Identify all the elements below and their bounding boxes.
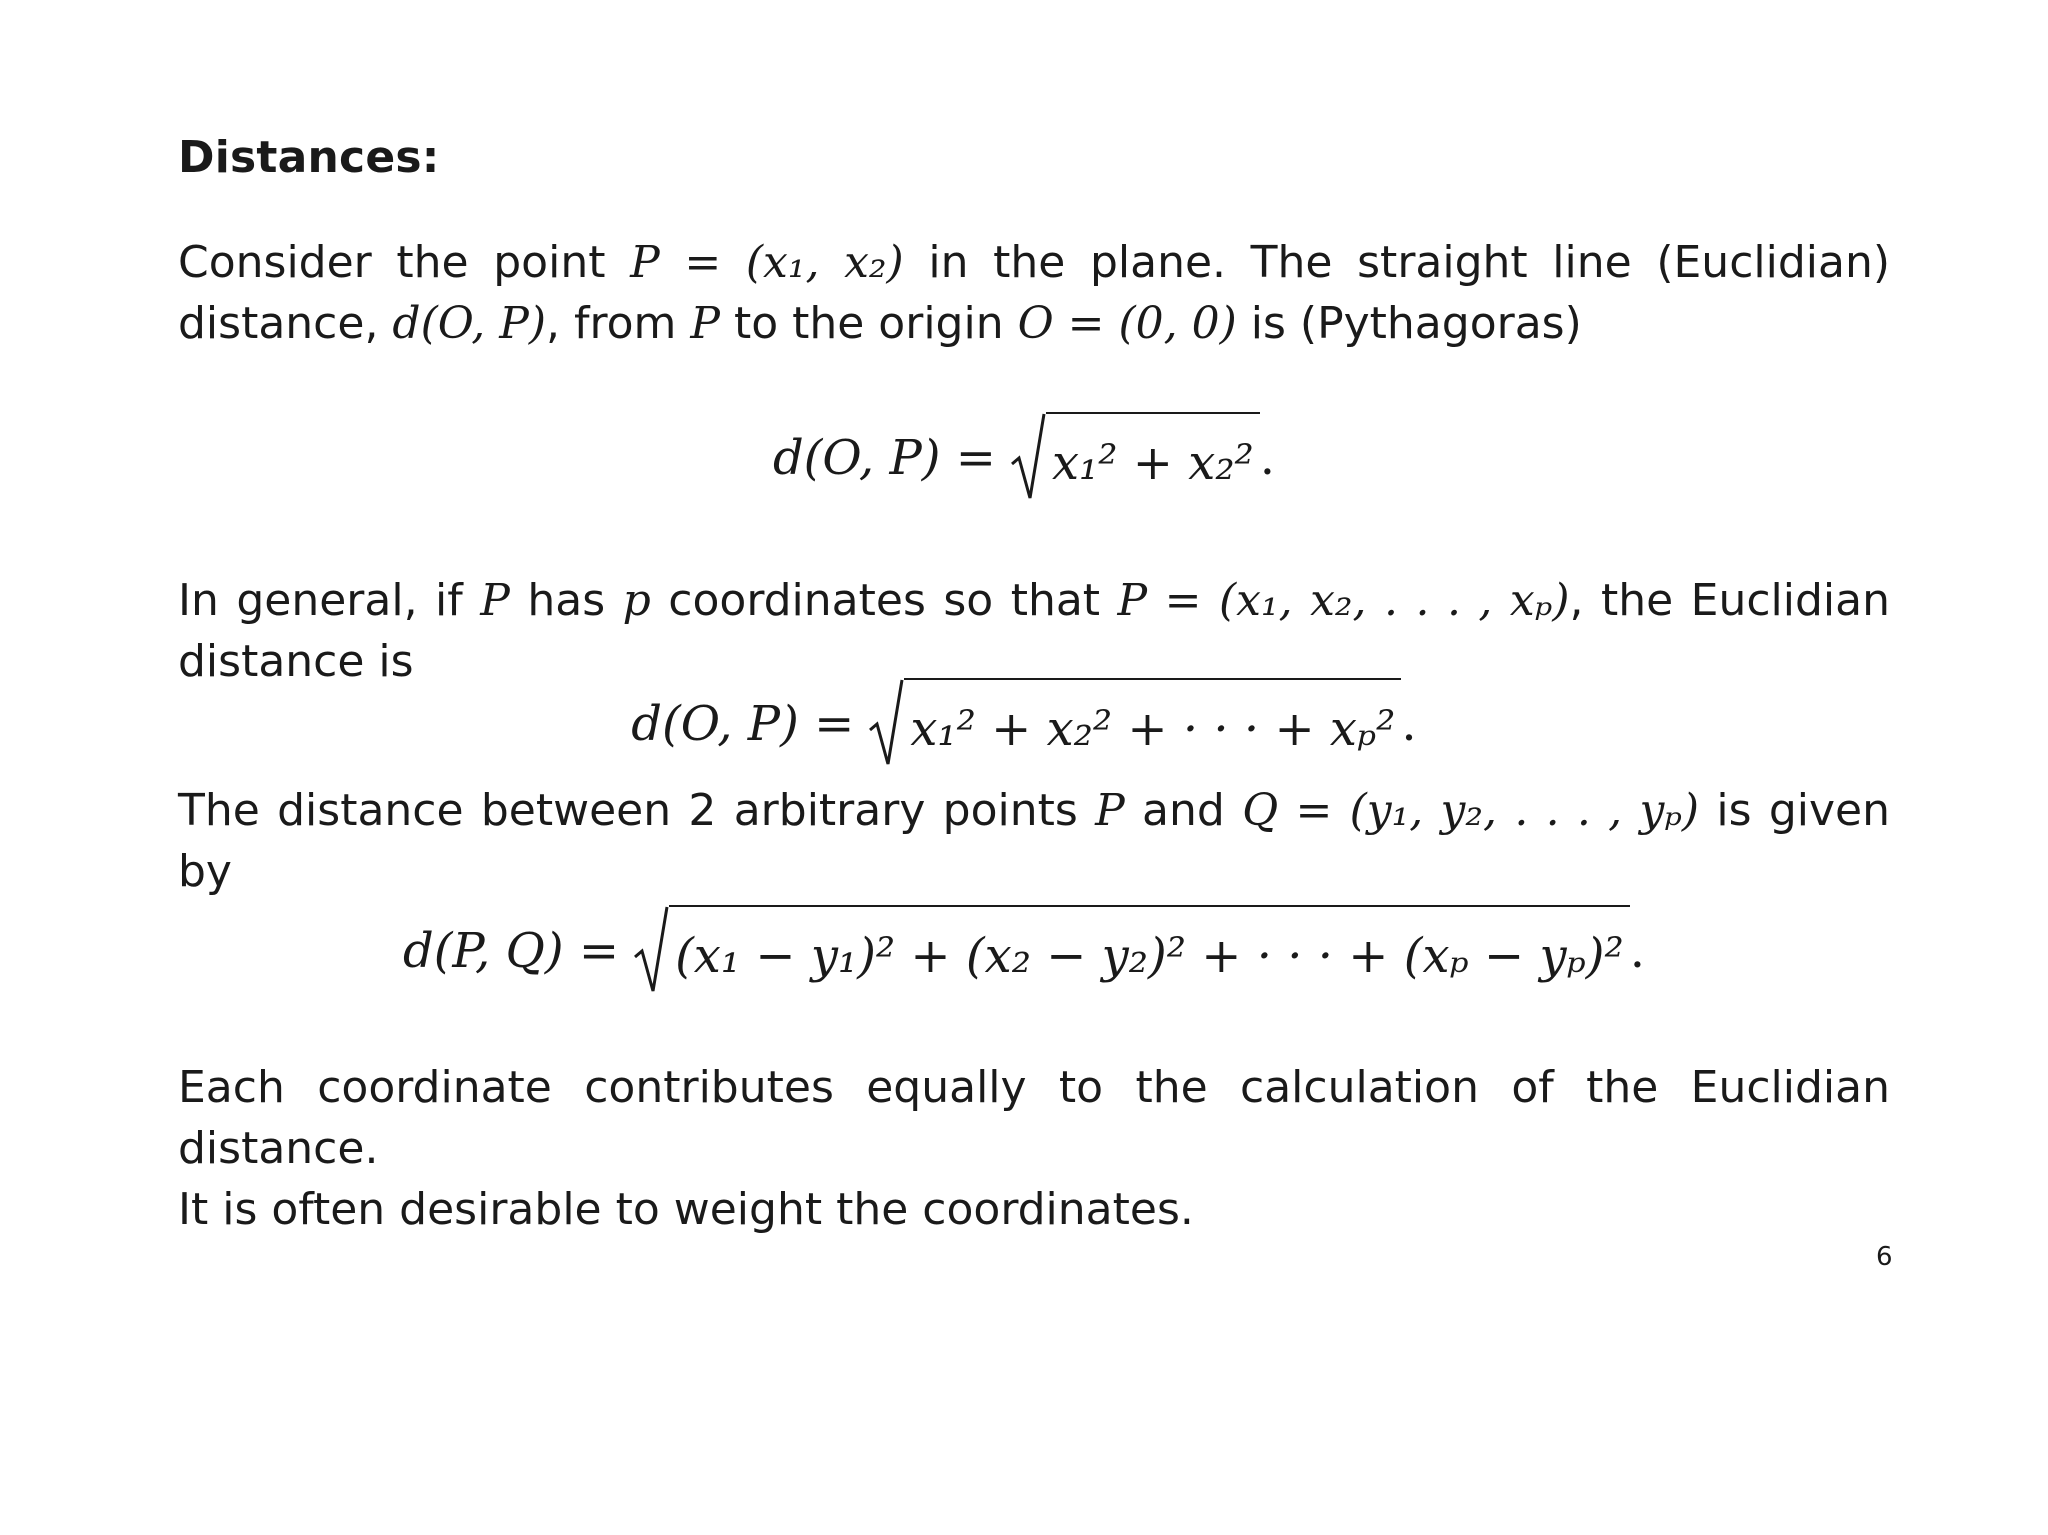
page-number: 6: [1876, 1242, 1893, 1272]
math-origin: O = (0, 0): [1017, 298, 1237, 349]
equation-lhs: d(O, P) =: [772, 430, 996, 486]
radical-icon: [868, 678, 904, 770]
paragraph-intro-line-1: Consider the point P = (x₁, x₂) in the plane. The straight line (Euclidian): [178, 237, 1891, 288]
equation-lhs: d(P, Q) =: [402, 923, 620, 979]
math-distance-op: d(O, P): [392, 298, 546, 349]
math-point-q: Q = (y₁, y₂, . . . , yₚ): [1242, 785, 1700, 836]
sqrt-sign: [633, 905, 1630, 997]
paragraph-weighting-line-1: Each coordinate contributes equally to the calculation of the Euclidian distance.: [178, 1062, 1890, 1174]
radical-icon: [1010, 412, 1046, 504]
radical-icon: [633, 905, 669, 997]
equation-radicand: x₁² + x₂²: [1046, 412, 1260, 504]
paragraph-intro-line-2: distance, d(O, P), from P to the origin O = (0, 0) is (Pythagoras): [178, 298, 1582, 349]
paragraph-intro: [178, 232, 1890, 354]
equation-p-distance: d(O, P) = x₁² + x₂² + · · · + xₚ² .: [0, 678, 2048, 770]
math-point-p: P = (x₁, x₂): [630, 237, 904, 288]
equation-pq-distance: d(P, Q) = (x₁ − y₁)² + (x₂ − y₂)² + · · · + (xₚ − yₚ)² .: [0, 905, 2048, 997]
paragraph-general: [178, 570, 1890, 692]
page-title: Distances:: [178, 132, 440, 183]
equation-2d-distance: d(O, P) = x₁² + x₂² .: [0, 412, 2048, 504]
paragraph-weighting-line-2: It is often desirable to weight the coordinates.: [178, 1184, 1194, 1235]
paragraph-general-line-1: In general, if P has p coordinates so that P = (x₁, x₂, . . . , xₚ), the Euclidian: [178, 575, 1890, 626]
equation-radicand: (x₁ − y₁)² + (x₂ − y₂)² + · · · + (xₚ − yₚ)²: [669, 905, 1630, 997]
paragraph-weighting: [178, 1057, 1890, 1240]
equation-radicand: x₁² + x₂² + · · · + xₚ²: [904, 678, 1401, 770]
sqrt-sign: [868, 678, 1401, 770]
math-p-coordinates: P = (x₁, x₂, . . . , xₚ): [1117, 575, 1570, 626]
paragraph-general-line-2: distance is: [178, 636, 414, 687]
paragraph-two-points: The distance between 2 arbitrary points P and Q = (y₁, y₂, . . . , yₚ) is given by: [178, 785, 1890, 897]
equation-lhs: d(O, P) =: [631, 696, 855, 752]
sqrt-sign: [1010, 412, 1260, 504]
